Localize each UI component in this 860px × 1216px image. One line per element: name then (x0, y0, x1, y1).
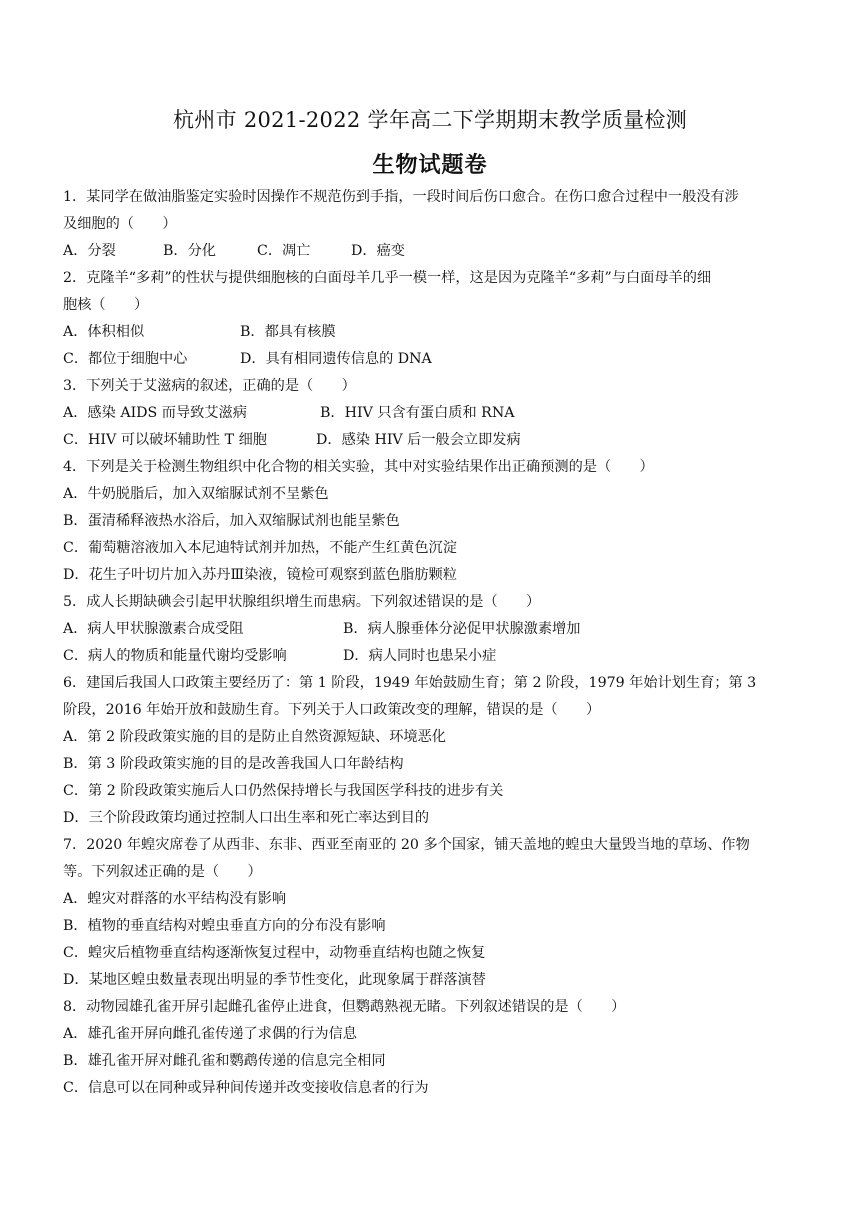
option-c: C．第 2 阶段政策实施后人口仍然保持增长与我国医学科技的进步有关 (63, 783, 504, 799)
option-c: C．葡萄糖溶液加入本尼迪特试剂并加热，不能产生红黄色沉淀 (63, 540, 457, 556)
option-a: A．分裂 (63, 243, 116, 259)
option-b: B．分化 (163, 243, 216, 259)
question-2 (63, 265, 798, 373)
option-b: B．雄孔雀开屏对雌孔雀和鹦鹉传递的信息完全相同 (63, 1053, 386, 1069)
option-a: A．蝗灾对群落的水平结构没有影响 (63, 891, 287, 907)
question-stem: 6．建国后我国人口政策主要经历了：第 1 阶段，1949 年始鼓励生育；第 2 阶段，1979 年始计划生育；第 3 (63, 675, 757, 691)
option-b: B．病人腺垂体分泌促甲状腺激素增加 (343, 621, 581, 637)
question-stem-cont: 及细胞的（ ） (63, 216, 177, 232)
options-row (63, 427, 798, 454)
question-stem: 5．成人长期缺碘会引起甲状腺组织增生而患病。下列叙述错误的是（ ） (63, 594, 541, 610)
option-d: D．具有相同遗传信息的 DNA (240, 351, 432, 367)
option-c: C．凋亡 (257, 243, 311, 259)
option-d: D．某地区蝗虫数量表现出明显的季节性变化，此现象属于群落演替 (63, 972, 486, 988)
option-a: A．感染 AIDS 而导致艾滋病 (63, 405, 247, 421)
options-row (63, 400, 798, 427)
option-d: D．病人同时也患呆小症 (343, 648, 497, 664)
question-stem: 3．下列关于艾滋病的叙述，正确的是（ ） (63, 378, 356, 394)
option-b: B．第 3 阶段政策实施的目的是改善我国人口年龄结构 (63, 756, 404, 772)
option-b: B．蛋清稀释液热水浴后，加入双缩脲试剂也能呈紫色 (63, 513, 400, 529)
option-c: C．HIV 可以破坏辅助性 T 细胞 (63, 432, 267, 448)
option-c: C．蝗灾后植物垂直结构逐渐恢复过程中，动物垂直结构也随之恢复 (63, 945, 486, 961)
question-stem: 8．动物园雄孔雀开屏引起雌孔雀停止进食，但鹦鹉熟视无睹。下列叙述错误的是（ ） (63, 999, 626, 1015)
option-a: A．第 2 阶段政策实施的目的是防止自然资源短缺、环境恶化 (63, 729, 446, 745)
exam-subtitle: 生物试题卷 (372, 152, 488, 178)
question-stem-cont: 等。下列叙述正确的是（ ） (63, 864, 262, 880)
question-6 (63, 670, 798, 832)
option-a: A．牛奶脱脂后，加入双缩脲试剂不呈紫色 (63, 486, 329, 502)
question-stem-cont: 胞核（ ） (63, 297, 149, 313)
option-b: B．HIV 只含有蛋白质和 RNA (320, 405, 515, 421)
option-d: D．癌变 (351, 243, 405, 259)
option-d: D．花生子叶切片加入苏丹Ⅲ染液，镜检可观察到蓝色脂肪颗粒 (63, 567, 457, 583)
option-a: A．病人甲状腺激素合成受阻 (63, 621, 244, 637)
question-stem: 2．克隆羊“多莉”的性状与提供细胞核的白面母羊几乎一模一样，这是因为克隆羊“多莉”与白面母羊的细 (63, 270, 712, 286)
question-5 (63, 589, 798, 670)
question-4 (63, 454, 798, 589)
options-row (63, 616, 798, 643)
option-d: D．感染 HIV 后一般会立即发病 (316, 432, 521, 448)
option-b: B．都具有核膜 (240, 324, 336, 340)
option-b: B．植物的垂直结构对蝗虫垂直方向的分布没有影响 (63, 918, 386, 934)
option-c: C．都位于细胞中心 (63, 351, 188, 367)
options-row (63, 346, 798, 373)
question-stem: 7．2020 年蝗灾席卷了从西非、东非、西亚至南亚的 20 多个国家，铺天盖地的蝗虫大量毁当地的草场、作物 (63, 837, 750, 853)
question-stem: 1．某同学在做油脂鉴定实验时因操作不规范伤到手指，一段时间后伤口愈合。在伤口愈合过程中一般没有涉 (63, 189, 739, 205)
question-8 (63, 994, 798, 1102)
exam-title: 杭州市 2021-2022 学年高二下学期期末教学质量检测 (172, 108, 688, 132)
options-row (63, 238, 798, 265)
question-3 (63, 373, 798, 454)
option-a: A．雄孔雀开屏向雌孔雀传递了求偶的行为信息 (63, 1026, 357, 1042)
options-row (63, 643, 798, 670)
question-stem: 4．下列是关于检测生物组织中化合物的相关实验，其中对实验结果作出正确预测的是（ ） (63, 459, 654, 475)
option-d: D．三个阶段政策均通过控制人口出生率和死亡率达到目的 (63, 810, 430, 826)
question-1 (63, 184, 798, 265)
question-stem-cont: 阶段，2016 年始开放和鼓励生育。下列关于人口政策改变的理解，错误的是（ ） (63, 702, 601, 718)
option-c: C．信息可以在同种或异种间传递并改变接收信息者的行为 (63, 1080, 429, 1096)
option-c: C．病人的物质和能量代谢均受影响 (63, 648, 287, 664)
option-a: A．体积相似 (63, 324, 145, 340)
options-row (63, 319, 798, 346)
question-7 (63, 832, 798, 994)
question-list (63, 184, 798, 1102)
